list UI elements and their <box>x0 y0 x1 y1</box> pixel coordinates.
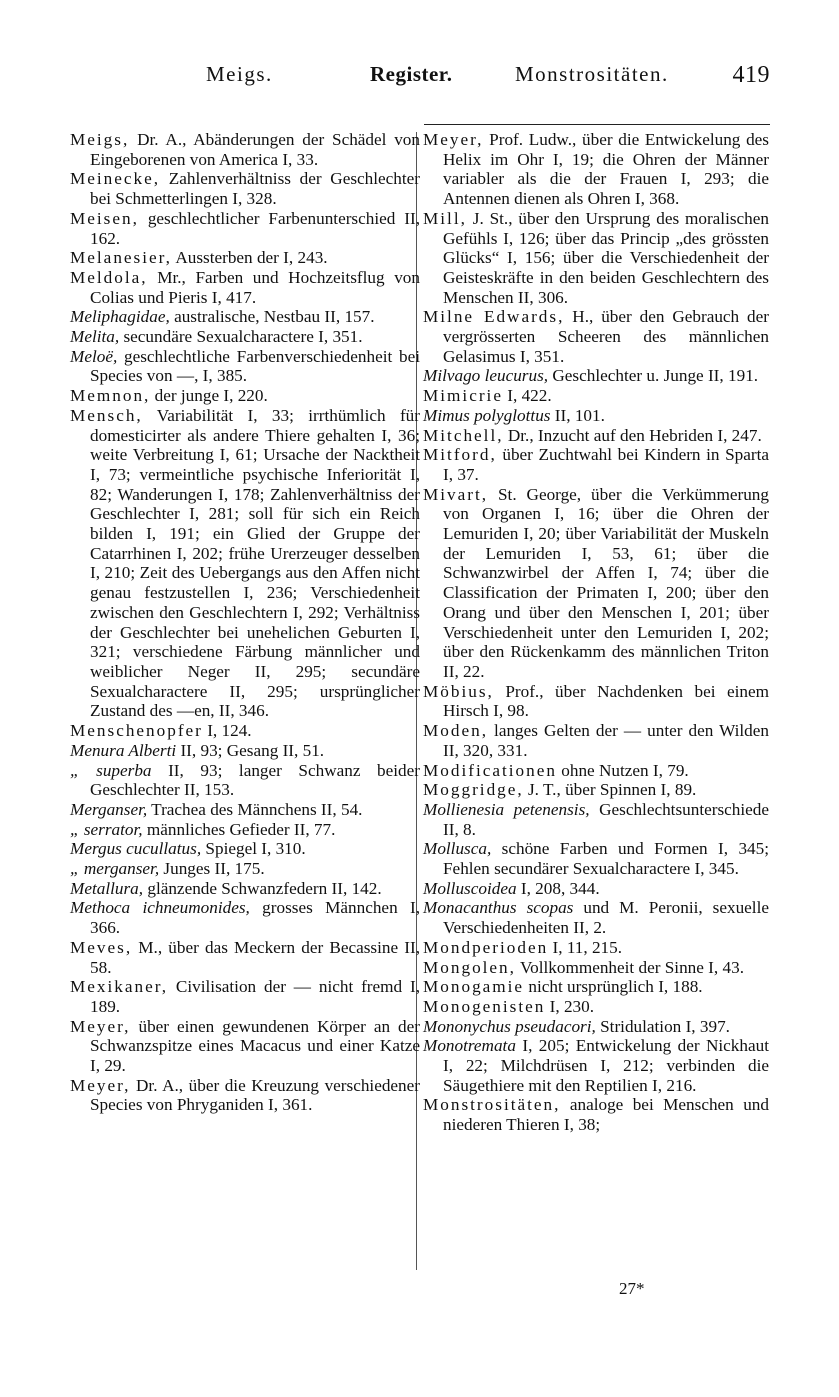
index-entry <box>70 938 420 977</box>
entry-taxon: Menura Alberti <box>70 740 177 760</box>
entry-headword: Meldola, <box>70 267 148 287</box>
entry-taxon: Monacanthus scopas <box>423 898 574 918</box>
entry-text: Spiegel I, 310. <box>201 839 306 859</box>
entry-headword: Meigs, <box>70 130 130 149</box>
running-head-right: Monstrositäten. <box>515 62 669 86</box>
entry-taxon: Methoca ichneumonides, <box>70 898 250 918</box>
entry-taxon: Mollienesia petenensis, <box>423 799 590 819</box>
entry-headword: Monstrositäten, <box>423 1095 561 1115</box>
index-entry <box>70 248 420 268</box>
index-entry <box>70 347 420 386</box>
index-entry <box>423 130 769 209</box>
index-entry <box>423 1036 769 1095</box>
entry-headword: Moden, <box>423 721 488 741</box>
entry-headword: Meinecke, <box>70 169 161 189</box>
page-number: 419 <box>732 62 770 88</box>
entry-text: Mr., Farben und Hochzeitsflug von Colias und Pieris I, 417. <box>90 267 420 307</box>
entry-text: St. George, über die Verkümmerung von Organen I, 16; über die Ohren der Lemuriden I, 20; über Variabilität der Muskeln der Lemuriden I, 53, 61; über die Schwanzwirbel der Affen I, 74; über die Classification der Primaten I, 200; über den Orang und über den Menschen I, 201; über Verschiedenheit unter den Lemuriden I, 202; über den Rückenkamm des männlichen Triton II, 22. <box>443 484 769 681</box>
entry-text: und M. Peronii, sexuelle Verschiedenheiten II, 2. <box>443 898 769 938</box>
index-entry <box>423 977 769 997</box>
index-entry <box>423 366 769 386</box>
entry-taxon: Meloë, <box>70 346 118 366</box>
left-column <box>70 130 420 1115</box>
index-entry <box>423 307 769 366</box>
entry-taxon: „ superba <box>70 760 152 780</box>
index-entry <box>70 800 420 820</box>
entry-taxon: „ serrator, <box>70 819 143 839</box>
entry-headword: Mimicrie <box>423 386 503 406</box>
entry-text: Vollkommenheit der Sinne I, 43. <box>515 957 744 977</box>
entry-text: I, 208, 344. <box>516 878 600 898</box>
entry-text: Stridulation I, 397. <box>595 1016 730 1036</box>
entry-text: über einen gewundenen Körper an der Schwanzspitze eines Macacus und einer Katze I, 29. <box>90 1016 420 1076</box>
entry-text: secundäre Sexualcharactere I, 351. <box>119 327 363 347</box>
entry-text: glänzende Schwanzfedern II, 142. <box>143 878 382 898</box>
entry-text: J. T., über Spinnen I, 89. <box>523 780 697 800</box>
index-entry <box>423 721 769 760</box>
entry-headword: Meyer, <box>70 1016 131 1036</box>
entry-text: II, 101. <box>550 405 605 425</box>
entry-text: II, 93; Gesang II, 51. <box>176 740 325 760</box>
index-entry <box>70 741 420 761</box>
index-entry <box>70 130 420 169</box>
index-entry <box>70 169 420 208</box>
entry-text: Prof., über Nachdenken bei einem Hirsch I, 98. <box>443 681 769 721</box>
right-column <box>423 130 769 1135</box>
entry-text: J. St., über den Ursprung des moralischen Gefühls I, 126; über das Princip „des grössten Glücks“ I, 156; über die Verschiedenheit der Geisteskräfte in den beiden Geschlechtern des Menschen II, 306. <box>443 208 769 307</box>
entry-taxon: Molluscoidea <box>423 878 517 898</box>
signature-mark: 27* <box>619 1279 645 1298</box>
entry-text: Junges II, 175. <box>159 859 265 879</box>
index-entry <box>423 780 769 800</box>
entry-headword: Moggridge, <box>423 780 524 800</box>
entry-headword: Meves, <box>70 937 133 957</box>
entry-text: I, 124. <box>202 721 252 741</box>
entry-text: Prof. Ludw., über die Entwickelung des Helix im Ohr I, 19; die Ohren der Männer variabler als die der Frauen I, 293; die Antennen dienen als Ohren I, 368. <box>443 130 769 209</box>
entry-taxon: Mollusca, <box>423 839 492 859</box>
entry-taxon: Metallura, <box>70 878 144 898</box>
entry-text: Geschlechtsunterschiede II, 8. <box>443 799 769 839</box>
index-entry <box>423 997 769 1017</box>
running-head-center: Register. <box>370 62 453 86</box>
index-entry <box>423 958 769 978</box>
entry-headword: Mondperioden <box>423 937 549 957</box>
entry-taxon: „ merganser, <box>70 859 160 879</box>
entry-taxon: Mergus cucullatus, <box>70 839 202 859</box>
entry-headword: Mivart, <box>423 484 489 504</box>
index-entry <box>423 426 769 446</box>
entry-text: Aussterben der I, 243. <box>171 248 328 268</box>
header-rule <box>424 124 770 125</box>
entry-text: Variabilität I, 33; irrthümlich für domesticirter als andere Thiere gehalten I, 36; weite Verbreitung I, 61; Ursache der Nacktheit I, 73; vermeintliche psychische Inferiorität I, 82; Wanderungen I, 178; Zahlenverhältniss der Geschlechter I, 281; soll für sich ein Reich bilden I, 191; ein Glied der Gruppe der Catarrhinen I, 202; frühe Urerzeuger desselben I, 210; Zeit des Uebergangs aus den Affen nicht genau festzustellen I, 236; Verschiedenheit zwischen den Geschlechtern I, 292; Verhältniss der Geschlechter bei unehelichen Geburten I, 321; verschiedene Färbung männlicher und weiblicher Neger II, 295; secundäre Sexualcharactere II, 295; ursprünglicher Zustand des —en, II, 346. <box>90 405 420 721</box>
index-entry <box>70 327 420 347</box>
index-entry <box>70 898 420 937</box>
entry-taxon: Monotremata <box>423 1036 516 1056</box>
entry-headword: Meyer, <box>423 130 484 149</box>
entry-text: Zahlenverhältniss der Geschlechter bei Schmetterlingen I, 328. <box>90 169 420 209</box>
index-entry <box>423 445 769 484</box>
index-entry <box>423 839 769 878</box>
entry-headword: Möbius, <box>423 681 494 701</box>
entry-headword: Mensch, <box>70 405 143 425</box>
index-entry <box>423 1017 769 1037</box>
index-entry <box>70 1017 420 1076</box>
entry-text: M., über das Meckern der Becassine II, 58. <box>90 937 420 977</box>
entry-text: I, 422. <box>502 386 552 406</box>
entry-text: Trachea des Männchens II, 54. <box>147 799 363 819</box>
entry-text: I, 230. <box>545 996 595 1016</box>
entry-text: australische, Nestbau II, 157. <box>169 307 375 327</box>
index-entry <box>70 879 420 899</box>
entry-text: I, 11, 215. <box>548 937 623 957</box>
page-header <box>70 62 770 96</box>
index-entry <box>70 761 420 800</box>
index-entry <box>70 859 420 879</box>
index-entry <box>423 800 769 839</box>
entry-headword: Mexikaner, <box>70 977 169 997</box>
entry-text: Dr., Inzucht auf den Hebriden I, 247. <box>503 425 762 445</box>
index-entry <box>70 721 420 741</box>
index-entry <box>70 406 420 721</box>
entry-headword: Meyer, <box>70 1075 131 1095</box>
entry-text: Dr. A., Abänderungen der Schädel von Eingeborenen von America I, 33. <box>90 130 420 169</box>
entry-headword: Monogamie <box>423 977 525 997</box>
index-entry <box>423 209 769 308</box>
index-entry <box>70 268 420 307</box>
entry-taxon: Merganser, <box>70 799 148 819</box>
index-entry <box>423 761 769 781</box>
entry-text: Geschlechter u. Junge II, 191. <box>548 366 759 386</box>
entry-text: H., über den Gebrauch der vergrösserten Scheeren des männlichen Gelasimus I, 351. <box>443 307 769 366</box>
entry-taxon: Melita, <box>70 327 120 347</box>
index-entry <box>423 1095 769 1134</box>
entry-text: der junge I, 220. <box>150 386 268 406</box>
entry-text: Civilisation der — nicht fremd I, 189. <box>90 977 420 1016</box>
entry-text: schöne Farben und Formen I, 345; Fehlen secundärer Sexualcharactere I, 345. <box>443 839 769 879</box>
entry-text: geschlechtliche Farbenverschiedenheit bei Species von —, I, 385. <box>90 346 420 386</box>
index-entry <box>423 406 769 426</box>
index-entry <box>423 879 769 899</box>
entry-headword: Meisen, <box>70 208 139 228</box>
index-entry <box>423 386 769 406</box>
entry-text: geschlechtlicher Farbenunterschied II, 162. <box>90 208 420 248</box>
entry-text: Dr. A., über die Kreuzung verschiedener Species von Phryganiden I, 361. <box>90 1075 420 1115</box>
index-entry <box>70 977 420 1016</box>
entry-text: I, 205; Entwickelung der Nickhaut I, 22; Milchdrüsen I, 212; verbinden die Säugethiere mit den Reptilien I, 216. <box>443 1036 769 1095</box>
index-entry <box>70 1076 420 1115</box>
entry-headword: Melanesier, <box>70 248 172 268</box>
index-entry <box>70 820 420 840</box>
index-entry <box>423 682 769 721</box>
entry-headword: Mill, <box>423 208 467 228</box>
entry-headword: Monogenisten <box>423 996 546 1016</box>
index-entry <box>423 938 769 958</box>
entry-text: männliches Gefieder II, 77. <box>142 819 336 839</box>
entry-headword: Mitford, <box>423 445 497 465</box>
entry-taxon: Mimus polyglottus <box>423 405 551 425</box>
index-entry <box>423 898 769 937</box>
entry-text: II, 93; langer Schwanz beider Geschlechter II, 153. <box>90 760 420 800</box>
entry-text: langes Gelten der — unter den Wilden II, 320, 331. <box>443 721 769 760</box>
entry-headword: Modificationen <box>423 760 557 780</box>
entry-headword: Mongolen, <box>423 957 516 977</box>
index-entry <box>423 485 769 682</box>
entry-taxon: Mononychus pseudacori, <box>423 1016 596 1036</box>
entry-headword: Memnon, <box>70 386 151 406</box>
entry-headword: Menschenopfer <box>70 721 203 741</box>
entry-text: ohne Nutzen I, 79. <box>556 760 689 780</box>
entry-headword: Milne Edwards, <box>423 307 565 327</box>
entry-headword: Mitchell, <box>423 425 504 445</box>
index-entry <box>70 209 420 248</box>
entry-taxon: Meliphagidae, <box>70 307 170 327</box>
running-head-left: Meigs. <box>206 62 273 86</box>
index-entry <box>70 386 420 406</box>
entry-text: über Zuchtwahl bei Kindern in Sparta I, 37. <box>443 445 769 484</box>
index-entry <box>70 839 420 859</box>
index-entry <box>70 307 420 327</box>
entry-text: grosses Männchen I, 366. <box>90 898 421 938</box>
entry-taxon: Milvago leucurus, <box>423 366 549 386</box>
entry-text: nicht ursprünglich I, 188. <box>524 977 703 997</box>
entry-text: analoge bei Menschen und niederen Thieren I, 38; <box>443 1095 769 1135</box>
